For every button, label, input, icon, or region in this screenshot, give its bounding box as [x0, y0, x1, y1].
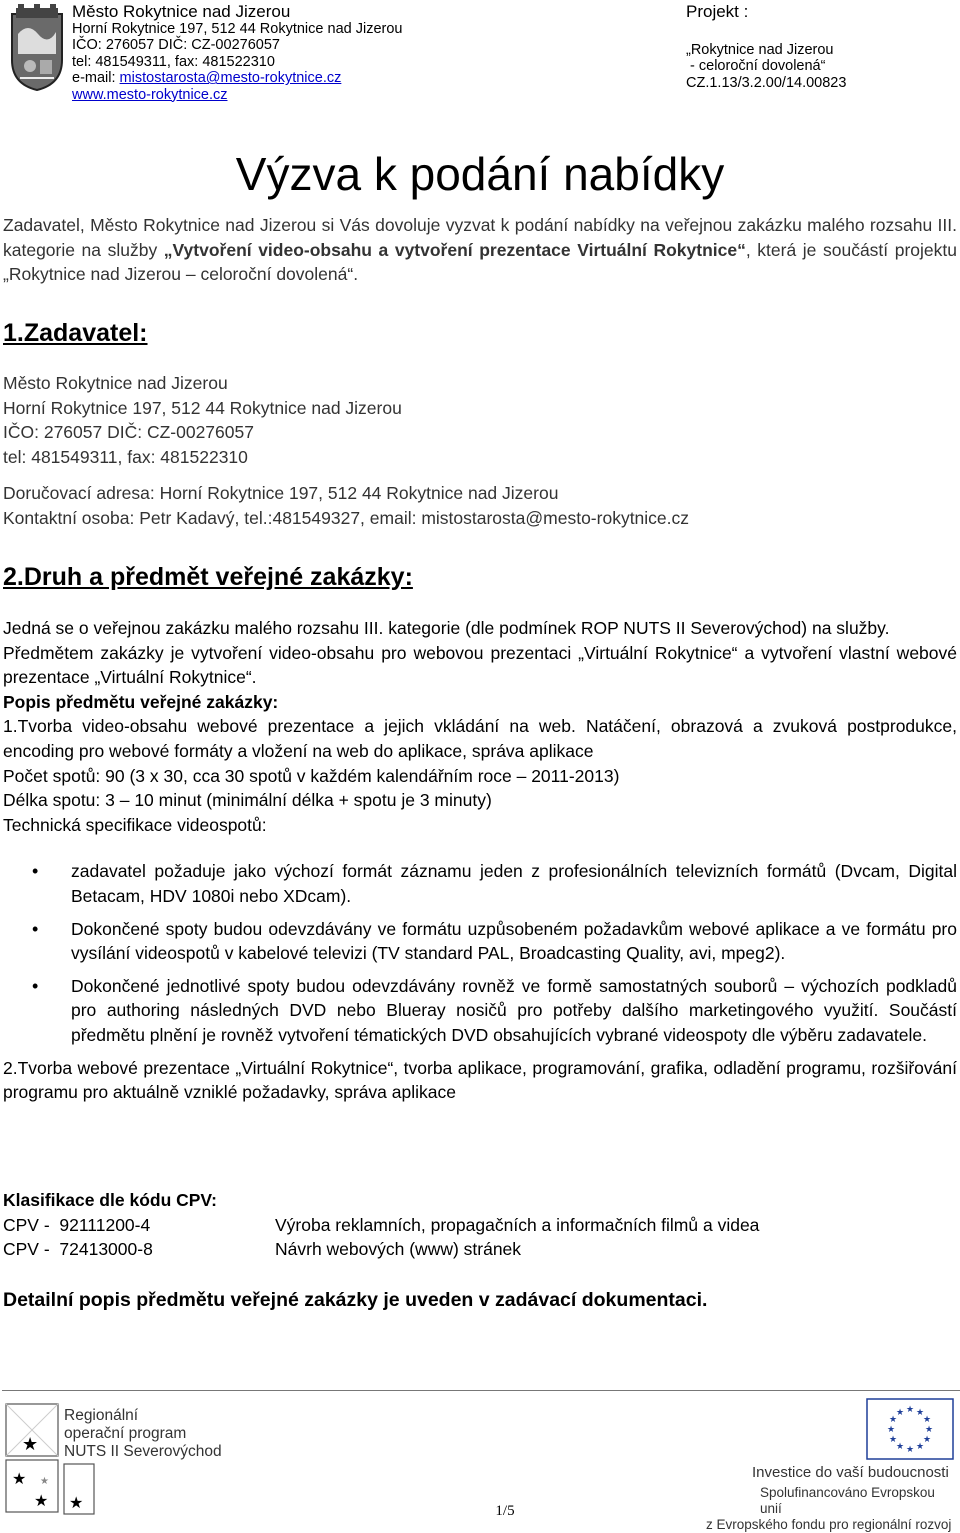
spot-length: Délka spotu: 3 – 10 minut (minimální délka + spotu je 3 minuty) — [3, 790, 492, 811]
contracting-authority-name: Město Rokytnice nad Jizerou — [3, 373, 228, 393]
subject-item-1: 1.Tvorba video-obsahu webové prezentace a jejich vkládání na web. Natáčení, obrazová a zvuková postprodukce, encoding pro webové formáty a vložení na web do aplikace, správa aplikace — [3, 716, 957, 761]
svg-text:★: ★ — [924, 1425, 934, 1435]
cpv-code: CPV - 72413000-8 — [3, 1239, 153, 1260]
eu-cofinanced-line: Spolufinancováno Evropskou unií — [760, 1485, 935, 1516]
cpv-heading: Klasifikace dle kódu CPV: — [3, 1190, 217, 1210]
header-project-subtitle: - celoroční dovolená“ — [686, 58, 826, 75]
header-project-block — [686, 2, 846, 91]
svg-text:★: ★ — [888, 1435, 898, 1445]
svg-text:★: ★ — [895, 1442, 905, 1452]
svg-text:★: ★ — [905, 1405, 915, 1415]
section-2-content — [3, 616, 957, 1105]
subject-item-2: 2.Tvorba webové prezentace „Virtuální Rokytnice“, tvorba aplikace, programování, grafika, odladění programu, rozšiřování programu pro aktuálně vzniklé požadavky, správa aplikace — [3, 1057, 957, 1103]
eu-investment-slogan: Investice do vaší budoucnosti — [752, 1464, 949, 1481]
rop-program-label: Regionální operační program NUTS II Severovýchod — [64, 1407, 222, 1460]
cpv-description: Výroba reklamních, propagačních a informačních filmů a videa — [275, 1214, 760, 1235]
header-org-name: Město Rokytnice nad Jizerou — [72, 2, 291, 21]
eu-cofinancing-label — [700, 1465, 960, 1533]
header-address: Horní Rokytnice 197, 512 44 Rokytnice nad Jizerou — [72, 21, 403, 37]
header-project-name: „Rokytnice nad Jizerou — [686, 42, 834, 58]
header-email-label: e-mail: — [72, 70, 120, 87]
header-project-label: Projekt : — [686, 2, 749, 21]
header-project-code: CZ.1.13/3.2.00/14.00823 — [686, 74, 847, 91]
svg-text:★: ★ — [22, 1434, 39, 1455]
cpv-code: CPV - 92111200-4 — [3, 1214, 151, 1235]
town-crest-logo — [8, 4, 66, 92]
intro-service-name: „Vytvoření video-obsahu a vytvoření prezentace Virtuální Rokytnice“ — [163, 239, 746, 260]
svg-text:★: ★ — [922, 1415, 932, 1425]
svg-text:★: ★ — [40, 1476, 49, 1487]
cpv-row — [3, 1213, 943, 1238]
delivery-address: Doručovací adresa: Horní Rokytnice 197, 512 44 Rokytnice nad Jizerou — [3, 483, 559, 504]
closing-statement: Detailní popis předmětu veřejné zakázky je uveden v zadávací dokumentaci. — [3, 1289, 708, 1311]
intro-text-end: , která je součástí projektu „Rokytnice nad Jizerou – celoroční dovolená“. — [3, 239, 957, 285]
subject-description-heading: Popis předmětu veřejné zakázky: — [3, 691, 279, 712]
contact-person: Kontaktní osoba: Petr Kadavý, tel.:481549327, email: mistostarosta@mesto-rokytnice.cz — [3, 507, 690, 528]
list-item: • Dokončené jednotlivé spoty budou odevzdávány rovněž ve formě samostatných souborů – výchozích podkladů pro authoring následných DVD nebo Blueray nosičů pro potřeby dalšího marketingového využití. Součástí předmětu plnění je rovněž vytvoření tématických DVD obsahujících vybrané videospoty dle výběru zadavatele. — [3, 974, 957, 1048]
contracting-authority-address: Horní Rokytnice 197, 512 44 Rokytnice nad Jizerou — [3, 397, 402, 418]
header-phone: tel: 481549311, fax: 481522310 — [72, 53, 275, 70]
document-title: Výzva k podání nabídky — [235, 148, 725, 200]
svg-text:★: ★ — [922, 1435, 932, 1445]
cpv-row — [3, 1237, 943, 1262]
cpv-description: Návrh webových (www) stránek — [275, 1239, 522, 1260]
technical-spec-label: Technická specifikace videospotů: — [3, 814, 267, 835]
page-number: 1/5 — [495, 1503, 515, 1519]
header-ico: IČO: 276057 DIČ: CZ-00276057 — [72, 37, 280, 54]
contract-subject-paragraph: Předmětem zakázky je vytvoření video-obsahu pro webovou prezentaci „Virtuální Rokytnice“ a vytvoření vlastní webové prezentace „Virtuální Rokytnice“. — [3, 642, 957, 688]
svg-text:★: ★ — [905, 1445, 915, 1455]
technical-spec-list — [3, 859, 957, 1047]
header-email-line — [72, 70, 402, 86]
intro-text: Zadavatel, Město Rokytnice nad Jizerou si Vás dovoluje vyzvat k podání nabídky na veřejnou zakázku malého rozsahu III. kategorie na služby — [3, 215, 957, 260]
svg-text:★: ★ — [888, 1415, 898, 1425]
footer-divider — [2, 1390, 960, 1391]
header-email-link[interactable]: mistostarosta@mesto-rokytnice.cz — [119, 70, 342, 87]
section-2-heading: 2.Druh a předmět veřejné zakázky: — [3, 563, 413, 591]
svg-text:★: ★ — [915, 1442, 925, 1452]
header-web-link[interactable]: www.mesto-rokytnice.cz — [72, 86, 228, 103]
contract-type-paragraph: Jedná se o veřejnou zakázku malého rozsahu III. kategorie (dle podmínek ROP NUTS II Severovýchod) na služby. — [3, 618, 890, 638]
eu-fund-line: z Evropského fondu pro regionální rozvoj — [706, 1517, 952, 1532]
rop-logo — [4, 1402, 62, 1516]
svg-text:★: ★ — [12, 1469, 27, 1488]
eu-flag-icon — [866, 1398, 954, 1460]
list-item: • zadavatel požaduje jako výchozí formát záznamu jeden z profesionálních televizních formátů (Dvcam, Digital Betacam, HDV 1080i nebo XDcam). — [3, 859, 957, 908]
svg-text:★: ★ — [895, 1408, 905, 1418]
svg-text:★: ★ — [915, 1408, 925, 1418]
section-1-content — [3, 371, 943, 531]
spot-count: Počet spotů: 90 (3 x 30, cca 30 spotů v každém kalendářním roce – 2011-2013) — [3, 765, 620, 786]
svg-text:★: ★ — [69, 1493, 84, 1512]
contracting-authority-ico: IČO: 276057 DIČ: CZ-00276057 — [3, 422, 254, 443]
intro-paragraph — [3, 213, 957, 287]
contracting-authority-phone: tel: 481549311, fax: 481522310 — [3, 446, 248, 467]
section-1-heading: 1.Zadavatel: — [3, 319, 148, 347]
header-address-block — [72, 2, 402, 103]
cpv-section — [3, 1188, 943, 1262]
svg-text:★: ★ — [886, 1425, 896, 1435]
svg-text:★: ★ — [34, 1491, 49, 1510]
list-item: • Dokončené spoty budou odevzdávány ve formátu uzpůsobeném požadavkům webové aplikace a ve formátu pro vysílání videospotů v kabelové televizi (TV standard PAL, Broadcasting Quality, avi, mpeg2). — [3, 917, 957, 966]
